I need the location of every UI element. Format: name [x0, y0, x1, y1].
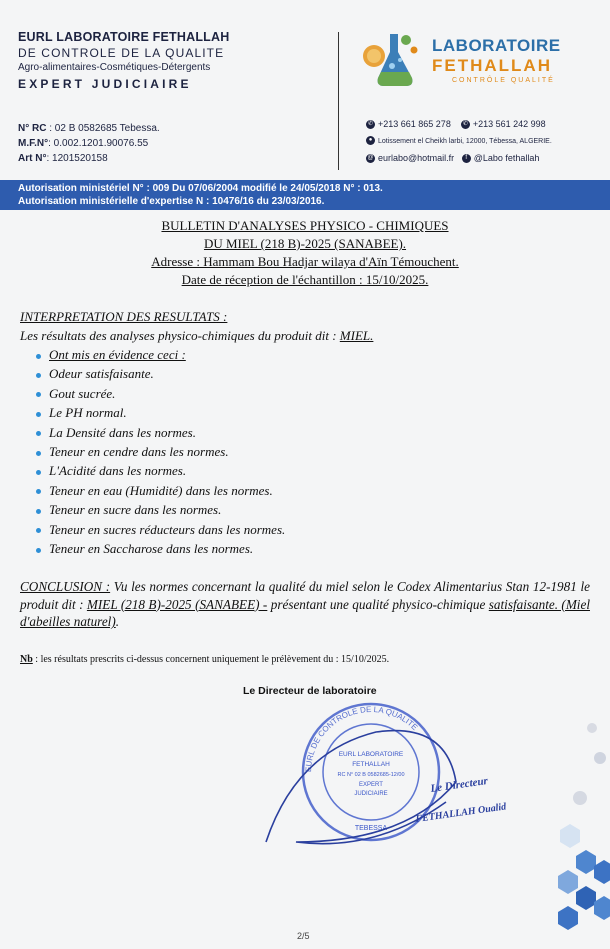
result-item: Le PH normal. — [36, 405, 127, 421]
decorative-hexagons — [530, 720, 610, 940]
stamp-inner-4: EXPERT — [359, 782, 383, 788]
company-expert: EXPERT JUDICIAIRE — [18, 77, 192, 91]
address-line: ● Lotissement el Cheikh larbi, 12000, Tébessa, ALGERIE. — [366, 132, 552, 150]
stamp-inner-3: RC N° 02 B 0582685-12/00 — [337, 772, 405, 778]
note-line: Nb : les résultats prescrits ci-dessus concernent uniquement le prélèvement du : 15/10/2025. — [20, 654, 390, 665]
contact-block — [366, 116, 552, 166]
conclusion-quality: satisfaisante. (Miel d'abeilles naturel) — [20, 596, 590, 629]
facebook-icon: f — [462, 154, 471, 163]
company-block — [18, 30, 318, 91]
bullet-icon — [36, 354, 41, 359]
bullet-icon — [36, 373, 41, 378]
authorization-line-1: Autorisation ministériel N° : 009 Du 07/06/2004 modifié le 24/05/2018 N° : 013. — [18, 183, 383, 194]
result-item: Teneur en sucres réducteurs dans les normes. — [36, 522, 285, 538]
signature-line-2: FETHALLAH Oualid — [414, 801, 507, 825]
page-number: 2/5 — [297, 931, 310, 941]
bullet-icon — [36, 528, 41, 533]
location-icon: ● — [366, 136, 375, 145]
header-divider — [338, 32, 339, 170]
result-item: Teneur en sucre dans les normes. — [36, 502, 221, 518]
stamp-inner-1: EURL LABORATOIRE — [338, 751, 404, 758]
bullet-icon — [36, 412, 41, 417]
result-item: Teneur en eau (Humidité) dans les normes. — [36, 483, 273, 499]
bullet-icon — [36, 548, 41, 553]
conclusion-paragraph: CONCLUSION : Vu les normes concernant la qualité du miel selon le Codex Alimentarius Stan 12-1981 le produit dit : MIEL (218 B)-2025 (SANABEE) - présentant une qualité physico-chimique satisfaisante. (Miel d'abeilles naturel). — [20, 579, 590, 629]
lab-logo — [360, 28, 600, 90]
bullet-icon — [36, 451, 41, 456]
stamp-ring-text: EURL DE CONTROLE DE LA QUALITE — [303, 704, 420, 773]
whatsapp-icon: ✆ — [462, 121, 468, 128]
email-line: @ eurlabo@hotmail.fr f @Labo fethallah — [367, 153, 540, 163]
director-label: Le Directeur de laboratoire — [243, 685, 377, 697]
bulletin-title: BULLETIN D'ANALYSES PHYSICO - CHIMIQUES — [161, 218, 449, 233]
authorization-line-2: Autorisation ministérielle d'expertise N : 10476/16 du 23/03/2016. — [18, 196, 325, 207]
result-item: La Densité dans les normes. — [36, 425, 196, 441]
result-item: Gout sucrée. — [36, 386, 115, 402]
bullet-icon — [36, 509, 41, 514]
logo-tagline: CONTRÔLE QUALITÉ — [452, 77, 555, 84]
company-subtitle: DE CONTROLE DE LA QUALITE — [18, 46, 225, 60]
address-title: Adresse : Hammam Bou Hadjar wilaya d'Aïn Témouchent. — [151, 254, 459, 269]
bullet-icon — [36, 489, 41, 494]
interpretation-intro: Les résultats des analyses physico-chimiques du produit dit : MIEL. — [20, 328, 374, 343]
flask-icon — [360, 28, 424, 90]
stamp-inner-5: JUDICIAIRE — [354, 791, 388, 797]
email-icon: @ — [367, 155, 374, 162]
company-sectors: Agro-alimentaires-Cosmétiques-Détergents — [18, 62, 211, 73]
product-title: DU MIEL (218 B)-2025 (SANABEE). — [203, 236, 407, 251]
authorization-banner — [0, 180, 610, 210]
conclusion-label: CONCLUSION : — [20, 579, 111, 594]
art-line: Art N°: 1201520158 — [18, 153, 108, 164]
stamp-inner-2: FETHALLAH — [352, 761, 390, 768]
phones-line: ✆ +213 661 865 278 ✆ +213 561 242 998 — [367, 119, 546, 129]
result-item: Ont mis en évidence ceci : — [36, 347, 186, 363]
result-item: Teneur en Saccharose dans les normes. — [36, 541, 253, 557]
bullet-icon — [36, 431, 41, 436]
bullet-icon — [36, 392, 41, 397]
logo-title: LABORATOIRE — [432, 36, 561, 55]
mfn-line: M.F.N°: 0.002.1201.90076.55 — [18, 138, 149, 149]
reception-date: Date de réception de l'échantillon : 15/10/2025. — [181, 272, 429, 287]
result-item: Teneur en cendre dans les normes. — [36, 444, 229, 460]
rc-line: N° RC : 02 B 0582685 Tebessa. — [18, 123, 160, 134]
conclusion-product: MIEL (218 B)-2025 (SANABEE) - — [86, 596, 268, 612]
registration-block — [18, 121, 160, 166]
signature-line-1: Le Directeur — [429, 775, 489, 795]
stamp-bottom-text: TEBESSA — [354, 825, 388, 832]
result-item: L'Acidité dans les normes. — [36, 463, 186, 479]
result-item: Odeur satisfaisante. — [36, 366, 154, 382]
company-name: EURL LABORATOIRE FETHALLAH — [18, 30, 230, 44]
phone-icon: ✆ — [367, 121, 374, 128]
interpretation-heading: INTERPRETATION DES RESULTATS : — [20, 309, 228, 324]
logo-name: FETHALLAH — [432, 56, 552, 75]
bullet-icon — [36, 470, 41, 475]
